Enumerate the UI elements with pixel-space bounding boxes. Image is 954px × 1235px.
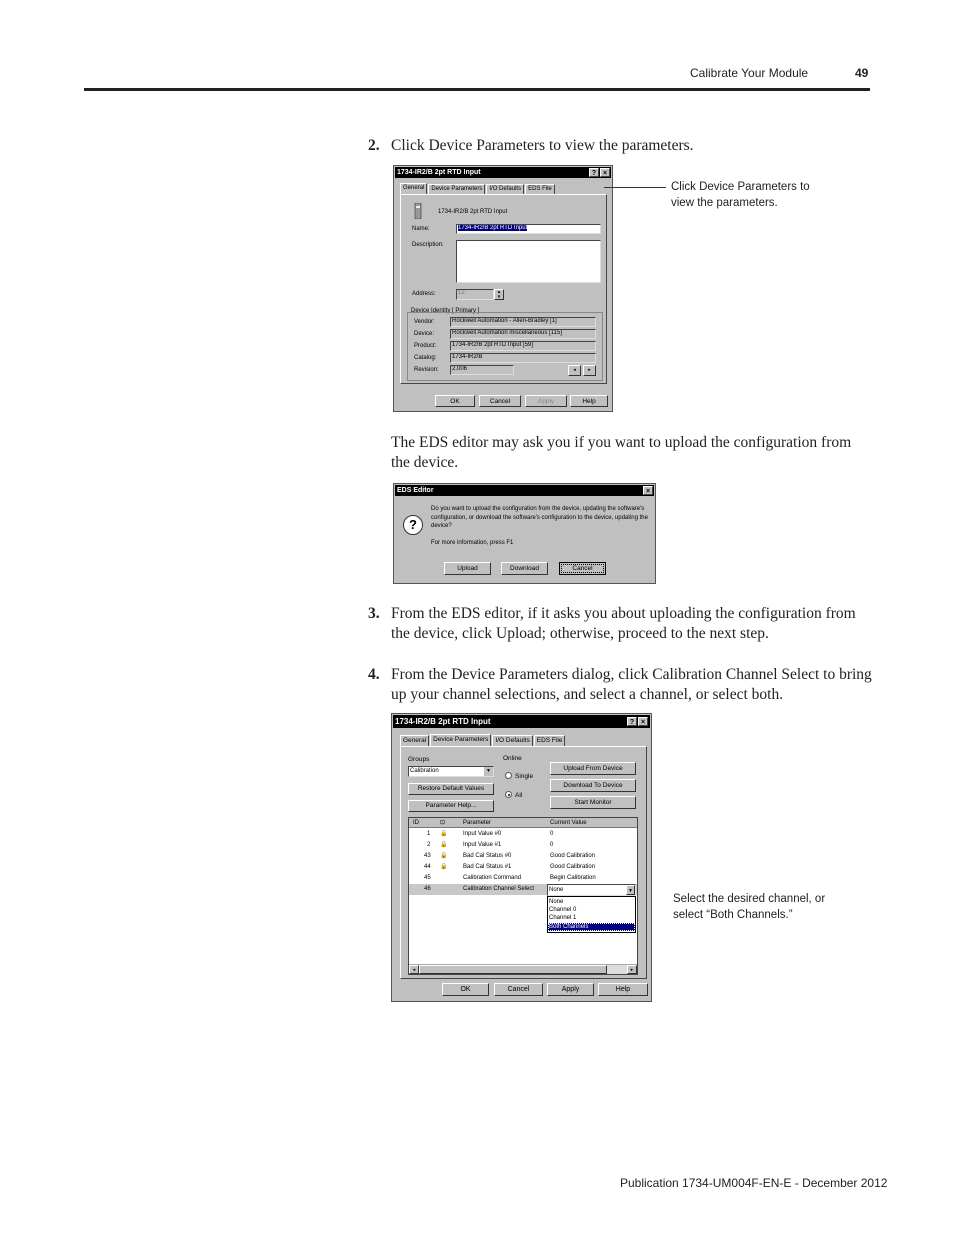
step-4: [368, 665, 873, 705]
address-label: Address:: [412, 291, 436, 297]
table-row[interactable]: 44 🔒 Bad Cal Status #1 Good Calibration: [409, 862, 637, 873]
step-text: From the EDS editor, if it asks you about uploading the configuration from the device, click Upload; otherwise, proceed to the next step.: [391, 605, 856, 642]
channel-options-list: [547, 896, 636, 933]
callout-channel-select: Select the desired channel, or select “Both Channels.”: [673, 893, 826, 921]
restore-defaults-button[interactable]: Restore Default Values: [408, 783, 494, 795]
help-title-button[interactable]: ?: [589, 168, 599, 177]
parameter-grid: [408, 817, 638, 975]
help-button[interactable]: Help: [598, 983, 648, 996]
publication-footer: Publication 1734-UM004F-EN-E - December 2012: [620, 1176, 888, 1190]
general-panel: [400, 194, 607, 384]
dialog-device-parameters: [391, 713, 652, 1002]
step-3: [368, 604, 873, 644]
apply-button[interactable]: Apply: [525, 395, 567, 407]
upload-button[interactable]: Upload: [444, 562, 491, 575]
column-id[interactable]: ID: [413, 820, 419, 826]
dialog-eds-editor: [393, 483, 656, 584]
step-text: From the Device Parameters dialog, click Calibration Channel Select to bring up your channel selections, and select a channel, or select both.: [391, 666, 872, 703]
all-radio[interactable]: [505, 791, 512, 798]
name-label: Name:: [412, 226, 430, 232]
groups-select[interactable]: Calibration ▼: [408, 766, 494, 777]
step-text: Click Device Parameters to view the parameters.: [391, 137, 694, 154]
device-name-label: 1734-IR2/B 2pt RTD Input: [438, 209, 508, 215]
identity-group: [407, 312, 603, 381]
single-label: Single: [515, 773, 534, 780]
dialog-general: [393, 165, 613, 412]
start-monitor-button[interactable]: Start Monitor: [550, 796, 636, 809]
help-button[interactable]: Help: [570, 395, 608, 407]
next-arrow-icon[interactable]: ▸: [583, 365, 596, 376]
catalog-label: Catalog:: [414, 355, 437, 361]
address-spinner[interactable]: ▴ ▾: [494, 289, 504, 300]
table-row[interactable]: 45 Calibration Command Begin Calibration: [424, 875, 596, 881]
lock-column-icon: ⊡: [440, 820, 446, 826]
lock-icon: 🔒: [440, 853, 448, 859]
tab-eds-file[interactable]: EDS File: [534, 735, 566, 746]
vendor-label: Vendor:: [414, 319, 435, 325]
tab-strip: [400, 735, 566, 746]
lock-icon: 🔒: [440, 842, 448, 848]
address-field[interactable]: 12: [456, 289, 494, 300]
option-none[interactable]: None: [549, 899, 564, 905]
device-label: Device:: [414, 331, 435, 337]
table-row-selected[interactable]: 46 Calibration Channel Select: [409, 884, 637, 895]
ok-button[interactable]: OK: [442, 983, 489, 996]
eds-message: Do you want to upload the configuration from the device, updating the software's configuration, or download the software's configuration to the device, updating the device?: [431, 506, 648, 529]
scrollbar-thumb[interactable]: [419, 965, 607, 974]
scroll-right-icon[interactable]: ▸: [627, 965, 637, 974]
running-header-title: Calibrate Your Module: [690, 66, 809, 80]
table-row[interactable]: 1 🔒 Input Value #0 0: [409, 829, 637, 840]
horizontal-scrollbar[interactable]: [409, 964, 637, 974]
tab-io-defaults[interactable]: I/O Defaults: [486, 184, 524, 194]
option-channel-0[interactable]: Channel 0: [549, 907, 577, 913]
device-value: Rockwell Automation miscellaneous [115]: [450, 329, 596, 339]
apply-button[interactable]: Apply: [547, 983, 594, 996]
upload-from-device-button[interactable]: Upload From Device: [550, 762, 636, 775]
dialog-title: EDS Editor: [397, 487, 434, 494]
lock-icon: 🔒: [440, 831, 448, 837]
dialog-title: 1734-IR2/B 2pt RTD Input: [395, 717, 491, 726]
tab-device-parameters[interactable]: Device Parameters: [430, 734, 491, 746]
identity-label: Device Identity [ Primary ]: [411, 308, 480, 314]
dialog-title: 1734-IR2/B 2pt RTD Input: [397, 169, 481, 176]
header-rule: [84, 88, 870, 91]
option-channel-1[interactable]: Channel 1: [549, 915, 577, 921]
name-field[interactable]: 1734-IR2/B 2pt RTD Input: [456, 224, 601, 234]
step-number: 3.: [368, 605, 380, 622]
step-number: 2.: [368, 137, 380, 154]
chevron-down-icon[interactable]: ▼: [626, 885, 635, 895]
lock-icon: 🔒: [440, 864, 448, 870]
grid-header: [409, 818, 637, 828]
scroll-left-icon[interactable]: ◂: [409, 965, 419, 974]
table-row[interactable]: 43 🔒 Bad Cal Status #0 Good Calibration: [409, 851, 637, 862]
close-button[interactable]: ×: [600, 168, 610, 177]
product-label: Product:: [414, 343, 437, 349]
eds-paragraph: The EDS editor may ask you if you want to upload the configuration from the device.: [391, 434, 852, 471]
product-value: 1734-IR2/B 2pt RTD Input [59]: [450, 341, 596, 351]
all-label: All: [515, 792, 523, 799]
dialog-titlebar: [393, 715, 650, 728]
table-row[interactable]: 2 🔒 Input Value #1 0: [409, 840, 637, 851]
tab-general[interactable]: General: [400, 183, 427, 194]
eds-more-info: For more information, press F1: [431, 540, 514, 546]
cancel-button[interactable]: Cancel: [559, 562, 606, 575]
dialog-titlebar: [395, 485, 654, 496]
help-title-button[interactable]: ?: [627, 717, 637, 726]
channel-select-dropdown[interactable]: None ▼: [547, 884, 636, 896]
revision-value: 2.006: [450, 365, 514, 375]
ok-button[interactable]: OK: [435, 395, 475, 407]
prev-arrow-icon[interactable]: ◂: [568, 365, 581, 376]
tab-device-parameters[interactable]: Device Parameters: [428, 184, 485, 194]
question-icon: ?: [403, 515, 423, 535]
download-button[interactable]: Download: [501, 562, 548, 575]
parameter-help-button[interactable]: Parameter Help...: [408, 800, 494, 812]
catalog-value: 1734-IR2/B: [450, 353, 596, 363]
chevron-down-icon: ▼: [484, 767, 493, 776]
revision-label: Revision:: [414, 367, 439, 373]
tab-general[interactable]: General: [400, 735, 429, 746]
parameters-panel: [400, 746, 647, 979]
close-button[interactable]: ×: [643, 486, 653, 495]
option-both-channels[interactable]: Both Channels: [548, 923, 635, 931]
cancel-button[interactable]: Cancel: [479, 395, 521, 407]
column-current-value[interactable]: Current Value: [550, 820, 587, 826]
tab-io-defaults[interactable]: I/O Defaults: [492, 735, 532, 746]
tab-strip: [400, 184, 556, 194]
tab-eds-file[interactable]: EDS File: [525, 184, 555, 194]
vendor-value: Rockwell Automation - Allen-Bradley [1]: [450, 317, 596, 327]
close-button[interactable]: ×: [638, 717, 648, 726]
page-number: 49: [855, 66, 869, 80]
online-label: Online: [503, 755, 522, 762]
description-field[interactable]: [456, 240, 601, 283]
cancel-button[interactable]: Cancel: [494, 983, 543, 996]
callout-leader-line: [604, 187, 666, 188]
description-label: Description:: [412, 242, 444, 248]
step-2: [368, 136, 873, 156]
column-parameter[interactable]: Parameter: [463, 820, 492, 826]
callout-device-parameters: Click Device Parameters to view the parameters.: [671, 181, 810, 209]
download-to-device-button[interactable]: Download To Device: [550, 779, 636, 792]
dialog-titlebar: [395, 167, 611, 178]
step-number: 4.: [368, 666, 380, 683]
single-radio[interactable]: [505, 772, 512, 779]
module-icon: [414, 203, 422, 219]
groups-label: Groups: [408, 756, 430, 763]
